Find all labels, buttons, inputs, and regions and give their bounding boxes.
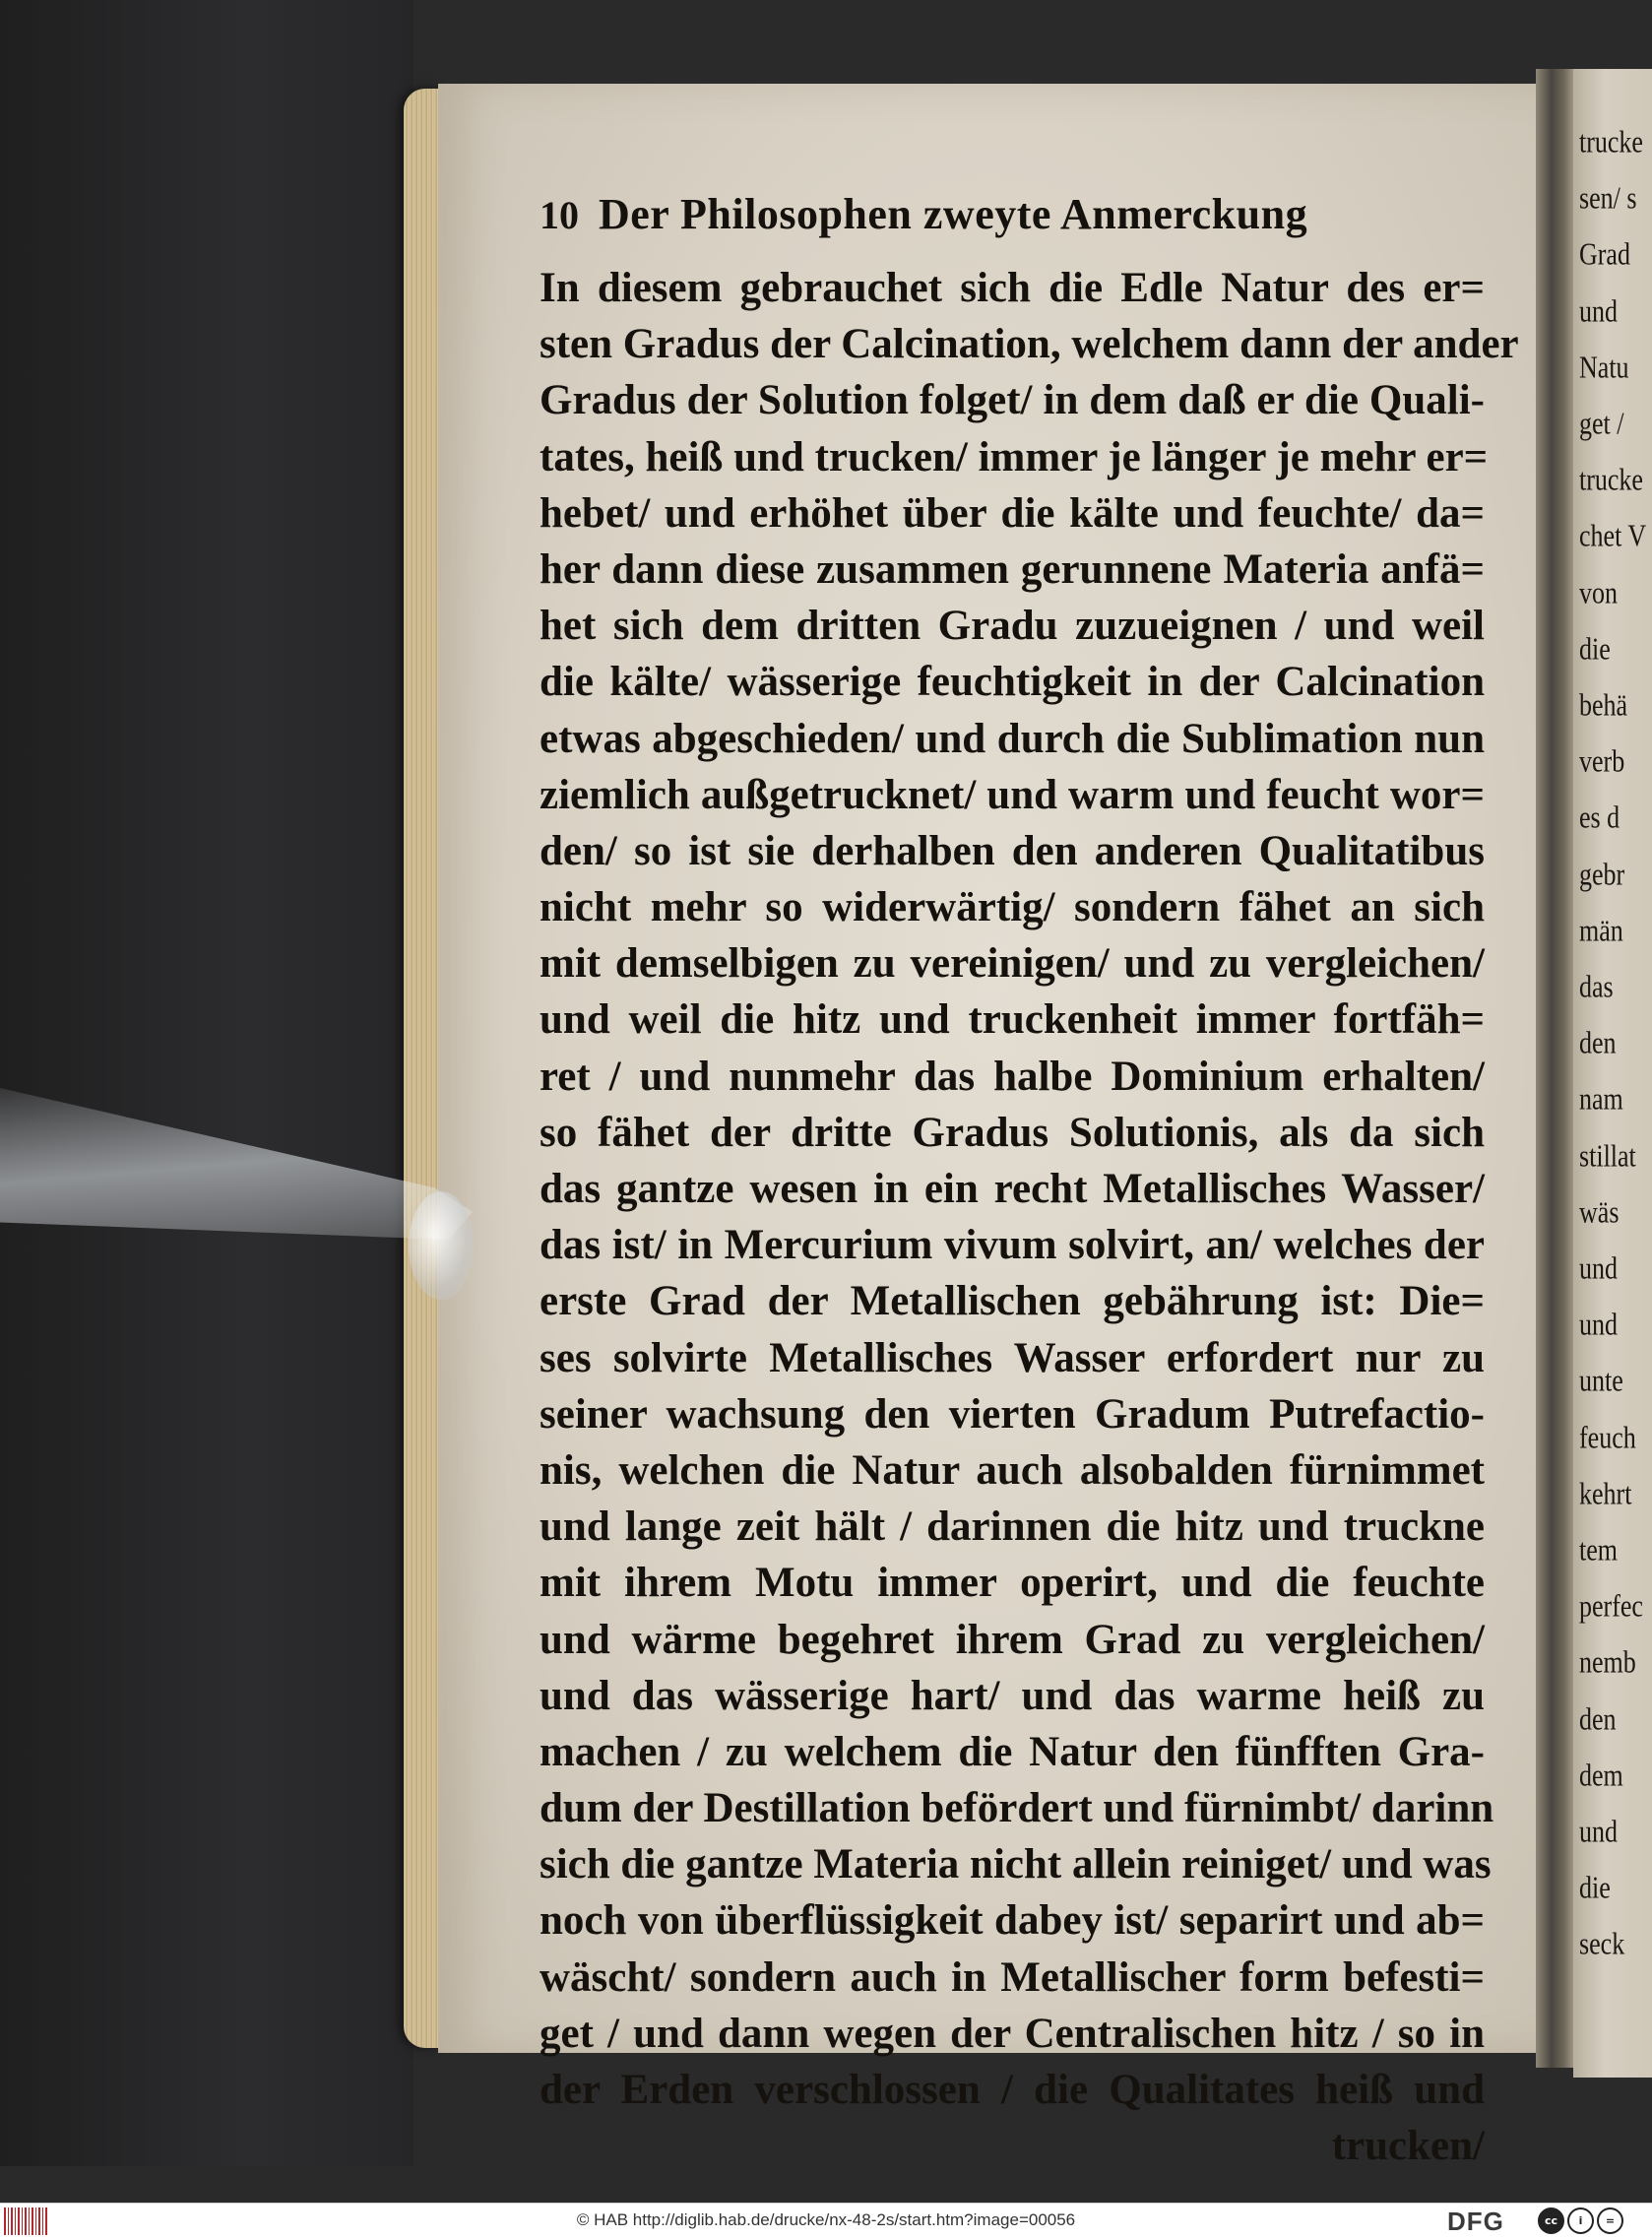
facing-page-fragment: nam <box>1579 1082 1623 1118</box>
facing-page-fragment: die <box>1579 1871 1611 1905</box>
text-line: nis, welchen die Natur auch alsobalden fürnimmet <box>540 1446 1485 1494</box>
text-line: het sich dem dritten Gradu zuzueignen / und weil <box>540 603 1485 650</box>
facing-page-fragment: kehrt <box>1579 1476 1632 1511</box>
license-badges[interactable] <box>1538 2207 1623 2234</box>
text-line: ses solvirte Metallisches Wasser erfordert nur zu <box>540 1334 1485 1381</box>
catchword: trucken/ <box>1331 2123 1485 2170</box>
facing-page-fragment: und <box>1579 1251 1618 1286</box>
text-line: noch von überflüssigkeit dabey ist/ separirt und ab= <box>540 1897 1485 1945</box>
facing-page-edge <box>1573 69 1652 2078</box>
text-line: dum der Destillation befördert und fürnimbt/ darinn <box>540 1785 1494 1832</box>
facing-page-fragment: gebr <box>1579 857 1625 892</box>
text-line: nicht mehr so widerwärtig/ sondern fähet an sich <box>540 884 1485 931</box>
running-head: Der Philosophen zweyte Anmerckung <box>599 190 1308 238</box>
body-text <box>540 260 1519 2118</box>
facing-page-fragment: und <box>1579 1815 1618 1849</box>
facing-page-fragment: perfec <box>1579 1589 1643 1624</box>
text-line: sich die gantze Materia nicht allein reiniget/ und was <box>540 1841 1492 1888</box>
facing-page-fragment: den <box>1579 1026 1617 1060</box>
text-line: machen / zu welchem die Natur den fünfften Gra- <box>540 1728 1485 1775</box>
facing-page-fragment: sen/ s <box>1579 181 1637 216</box>
text-line: so fähet der dritte Gradus Solutionis, als da sich <box>540 1109 1485 1156</box>
book-gutter <box>1536 69 1575 2068</box>
text-line: der Erden verschlossen / die Qualitates heiß und <box>540 2067 1485 2113</box>
facing-page-fragment: chet V <box>1579 519 1647 554</box>
text-line: das gantze wesen in ein recht Metallisches Wasser/ <box>540 1166 1485 1212</box>
facing-page-fragment: von <box>1579 575 1618 610</box>
facing-page-fragment: Natu <box>1579 350 1629 385</box>
facing-page-fragment: feuch <box>1579 1420 1636 1455</box>
text-line: den/ so ist sie derhalben den anderen Qualitatibus <box>540 827 1485 874</box>
facing-page-fragment: verb <box>1579 744 1625 779</box>
text-line: tates, heiß und trucken/ immer je länger je mehr er= <box>540 433 1489 480</box>
facing-page-fragment: stillat <box>1579 1138 1636 1174</box>
facing-page-fragment: die <box>1579 631 1611 667</box>
text-line: hebet/ und erhöhet über die kälte und feuchte/ da= <box>540 489 1485 537</box>
facing-page-fragment: trucke <box>1579 125 1643 160</box>
facing-page-fragment: dem <box>1579 1758 1623 1793</box>
text-line: seiner wachsung den vierten Gradum Putrefactio- <box>540 1390 1485 1438</box>
page-edges <box>404 89 441 2048</box>
facing-page-fragment: trucke <box>1579 463 1643 497</box>
text-line: erste Grad der Metallischen gebährung ist: Die= <box>540 1278 1485 1325</box>
facing-page-fragment: den <box>1579 1701 1617 1737</box>
page-number: 10 <box>540 193 579 237</box>
text-line: und das wässerige hart/ und das warme heiß zu <box>540 1672 1485 1719</box>
text-line: ziemlich außgetrucknet/ und warm und feucht wor= <box>540 771 1485 818</box>
facing-page-fragment: unte <box>1579 1364 1623 1399</box>
facing-page-fragment: das <box>1579 970 1614 1004</box>
text-line: und weil die hitz und truckenheit immer fortfäh= <box>540 996 1485 1044</box>
text-line: etwas abgeschieden/ und durch die Sublimation nun <box>540 715 1485 762</box>
text-line: mit demselbigen zu vereinigen/ und zu vergleichen/ <box>540 940 1485 988</box>
facing-page-fragment: wäs <box>1579 1194 1620 1230</box>
facing-page-fragment: män <box>1579 913 1623 948</box>
text-line: In diesem gebrauchet sich die Edle Natur des er= <box>540 265 1485 311</box>
facing-page-fragment: Grad <box>1579 237 1630 273</box>
page-text <box>540 189 1519 2174</box>
text-line: wäscht/ sondern auch in Metallischer form befesti= <box>540 1953 1485 2001</box>
license-badge-icon[interactable]: = <box>1597 2207 1623 2234</box>
license-badge-icon[interactable]: cc <box>1538 2207 1564 2234</box>
viewer-footer <box>0 2203 1652 2239</box>
text-line: ret / und nunmehr das halbe Dominium erhalten/ <box>540 1053 1485 1100</box>
facing-page-fragment: und <box>1579 1308 1618 1342</box>
text-line: und wärme begehret ihrem Grad zu vergleichen/ <box>540 1616 1485 1663</box>
facing-page-fragment: seck <box>1579 1927 1625 1962</box>
facing-page-fragment: und <box>1579 293 1618 329</box>
dfg-logo: DFG <box>1447 2207 1504 2236</box>
text-line: das ist/ in Mercurium vivum solvirt, an/ welches der <box>540 1222 1485 1269</box>
text-line: die kälte/ wässerige feuchtigkeit in der Calcination <box>540 659 1485 706</box>
facing-page-fragment: behä <box>1579 688 1628 723</box>
text-line: sten Gradus der Calcination, welchem dann der ander <box>540 321 1519 368</box>
facing-page-fragment: es d <box>1579 800 1620 836</box>
page-header <box>540 189 1485 260</box>
copyright-credit[interactable]: © HAB http://diglib.hab.de/drucke/nx-48-2s/start.htm?image=00056 <box>576 2210 1076 2229</box>
text-line: Gradus der Solution folget/ in dem daß er die Quali- <box>540 377 1485 424</box>
text-line: her dann diese zusammen gerunnene Materia anfä= <box>540 545 1485 593</box>
scanner-backdrop <box>0 0 413 2166</box>
text-line: und lange zeit hält / darinnen die hitz und truckne <box>540 1503 1485 1551</box>
license-badge-icon[interactable]: i <box>1567 2207 1594 2234</box>
facing-page-fragment: tem <box>1579 1533 1618 1567</box>
text-line: get / und dann wegen der Centralischen hitz / so in <box>540 2010 1485 2057</box>
text-line: mit ihrem Motu immer operirt, und die feuchte <box>540 1560 1485 1607</box>
facing-page-fragment: get / <box>1579 407 1624 441</box>
glass-weight-tip <box>409 1191 474 1300</box>
facing-page-fragment: nemb <box>1579 1645 1636 1681</box>
